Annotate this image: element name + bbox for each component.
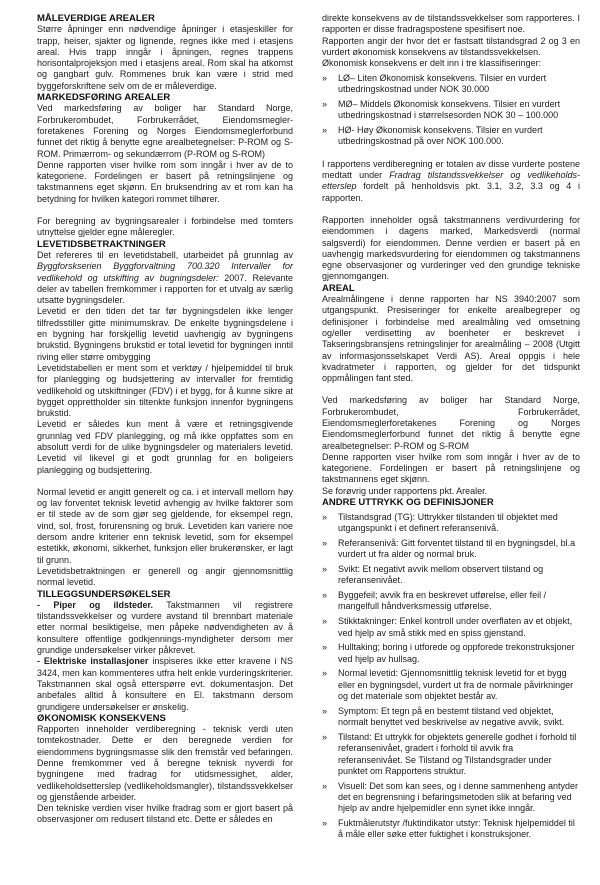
text-run: Takstmannen vil registrere tilstandssvekkelser og vurdere avstand til brennbart materiale etter normal besiktigelse, men påpeke nødvendigheten av å konsultere offentlige godkjennings-myndigheter dersom mer grundige undersøkelser virker påkrevet. <box>37 599 293 656</box>
right-column <box>322 13 580 885</box>
paragraph <box>37 600 293 656</box>
bold-term-elektriske-installasjoner: - Elektriske installasjoner <box>37 656 149 667</box>
list-item <box>322 99 580 122</box>
paragraph: direkte konsekvens av de tilstandssvekkelser som rapporteres. I rapporten er disse fradragspostene spesifisert noe. <box>322 13 580 35</box>
left-column <box>37 13 293 885</box>
paragraph: Den tekniske verdien viser hvilke fradrag som er gjort basert på observasjoner om redusert tilstand etc. Dette er således en <box>37 803 293 825</box>
bold-term-piper-og-ildsteder: - Piper og ildsteder. <box>37 599 154 610</box>
list-item <box>322 818 580 841</box>
list-item <box>322 616 580 639</box>
bullet-marker: » <box>322 668 328 679</box>
list-item <box>322 590 580 613</box>
heading-maleverdige-arealer: MÅLEVERDIGE AREALER <box>37 13 155 24</box>
list-item-text: Stikktakninger: Enkel kontroll under overflaten av et objekt, ved hjelp av små stikk med en spiss gjenstand. <box>338 616 573 638</box>
list-item-text: Byggefeil; avvik fra en beskrevet utførelse, eller feil / mangelfull håndverksmessig utførelse. <box>338 590 547 612</box>
economic-consequence-list <box>322 73 580 148</box>
bullet-marker: » <box>322 99 328 110</box>
list-item <box>322 538 580 561</box>
heading-areal: AREAL <box>322 282 355 294</box>
bullet-marker: » <box>322 564 328 575</box>
bullet-marker: » <box>322 72 328 83</box>
bullet-marker: » <box>322 125 328 136</box>
list-item <box>322 73 580 96</box>
list-item-text: MØ– Middels Økonomisk konsekvens. Tilsier en vurdert utbedringskostnad i størrelsesorden NOK 30 – 100.000 <box>338 99 561 121</box>
heading-andre-uttrykk-og-definisjoner: ANDRE UTTRYKK OG DEFINISJONER <box>322 497 494 509</box>
bullet-marker: » <box>322 537 328 548</box>
list-item <box>322 668 580 702</box>
heading-levetidsbetraktninger: LEVETIDSBETRAKTNINGER <box>37 238 166 250</box>
bullet-marker: » <box>322 616 328 627</box>
list-item <box>322 781 580 815</box>
paragraph: Denne rapporten viser hvilke rom som inngår i hver av de to kategoriene. Fordelingen er basert på retningslinjene og takstmannens eget skjønn. <box>322 451 580 485</box>
text-run: 2007. Relevante deler av tabellen fremkommer i rapporten for et utvalg av særlig utsatte bygningsdeler. <box>37 272 293 306</box>
list-item-text: Hulltaking; boring i utforede og oppforede trekonstruksjoner ved hjelp av hullsag. <box>338 642 575 664</box>
bullet-marker: » <box>322 705 328 716</box>
paragraph: Rapporten angir der hvor det er fastsatt tilstandsgrad 2 og 3 en vurdert økonomisk konsekvens av tilstandssvekkelsen. <box>322 35 580 57</box>
list-item <box>322 732 580 777</box>
paragraph: Normal levetid er angitt generelt og ca. i et intervall mellom høy og lav forventet teknisk levetid avhengig av hvilke faktorer som er til stede av de som gjør seg gjeldende, for eksempel regn, vind, sol, frost, forurensning og bruk. Levetiden kan variere noe dersom andre kriterier enn teknisk levetid, som for eksempel estetikk, økonomi, sikkerhet, funksjon eller brukerønsker, er lagt til grunn. <box>37 486 293 565</box>
heading-okonomisk-konsekvens: ØKONOMISK KONSEKVENS <box>37 712 166 724</box>
list-item-text: Normal levetid: Gjennomsnittlig teknisk levetid for et bygg eller en bygningsdel, vurdert ut fra de normale påvirkninger og det materiale som objektet består av. <box>338 668 574 702</box>
paragraph: Økonomisk konsekvens er delt inn i tre klassifiseringer: <box>322 58 542 69</box>
paragraph: Levetid er således kun ment å være et retningsgivende grunnlag ved FDV planlegging, og må ikke oppfattes som en absolutt verdi for de ulike bygningsdeler og materialers levetid. Levetid vil likevel gi et godt grunnlag for en boligeiers planlegging og budsjettering. <box>37 419 293 475</box>
bullet-marker: » <box>322 590 328 601</box>
text-run: I rapportens verdiberegning er totalen av disse vurderte postene medtatt under <box>322 158 580 181</box>
list-item-text: Svikt: Et negativt avvik mellom observert tilstand og referansenivået. <box>338 564 544 586</box>
paragraph: Større åpninger enn nødvendige åpninger i etasjeskiller for trapp, heiser, sjakter og lignende, regnes ikke med i etasjens areal. Hvis trapp inngår i åpningen, regnes trappens horisontalprojeksjon med i etasjens areal. Rom skal ha atkomst og gangbart gulv. Rommenes bruk kan være i strid med byggeforskriftene selv om de er måleverdige. <box>37 24 293 91</box>
list-item-text: Tilstandsgrad (TG): Uttrykker tilstanden til objektet med utgangspunkt i et definert referansenivå. <box>338 511 558 534</box>
list-item-text: Fuktmålerutstyr /fuktindikator utstyr: Teknisk hjelpemiddel til å måle eller søke etter fuktighet i konstruksjoner. <box>338 818 575 840</box>
bullet-marker: » <box>322 780 328 791</box>
list-item-text: Visuell: Det som kan sees, og i denne sammenheng antyder det en begrensning i befaringsmetoden slik at befaring ved hjelp av andre hjelpemidler enn synet ikke inngår. <box>338 780 578 814</box>
list-item-text: Referansenivå: Gitt forventet tilstand til en bygningsdel, bl.a vurdert ut fra alder og normal bruk. <box>338 537 576 560</box>
list-item-text: LØ– Liten Økonomisk konsekvens. Tilsier en vurdert utbedringskostnad under NOK 30.000 <box>338 72 547 95</box>
paragraph: Rapporten inneholder også takstmannens verdivurdering for eiendommen i dagens marked, Markedsverdi (normal salgsverdi) for eiendommen. Denne verdien er basert på en uavhengig markedsvurdering for eiendommen og takstmannens egne observasjoner og vurderinger ved den grundige tekniske gjennomgangen. <box>322 214 580 282</box>
heading-tilleggsundersokelser: TILLEGGSUNDERSØKELSER <box>37 588 171 600</box>
paragraph <box>322 159 580 204</box>
list-item-text: Tilstand: Et uttrykk for objektets generelle godhet i forhold til referansenivået, gradert i forhold til avvik fra referansenivået. Se Tilstand og Tilstandsgrader under punktet om Rapportens struktur. <box>338 731 577 776</box>
paragraph <box>37 656 293 712</box>
list-item <box>322 125 580 148</box>
paragraph: Ved markedsføring av boliger har Standard Norge, Forbrukerombudet, Forbrukerrådet, Eiendomsmegler-foretakenes Forening og Norges Eiendomsmeglerforbund funnet det riktig å benytte egne arealbetegnelser: P-ROM og S-ROM. Primærrom- og sekundærrom (P-ROM og S-ROM) <box>37 103 293 159</box>
paragraph: Levetidstabellen er ment som et verktøy / hjelpemiddel til bruk for planlegging og budsjettering av intervaller for fremtidig vedlikehold og utskiftninger (FDV) i et bygg, for å kunne sikre at bygget opprettholder sin tiltenkte funksjon innenfor bygningens brukstid. <box>37 362 293 419</box>
paragraph: Rapporten inneholder verdiberegning - teknisk verdi uten tomtekostnader. Dette er den beregnede verdien for eiendommens bygningsmasse slik den fremstår ved befaringen. Denne fremkommer ved å beregne teknisk nyverdi for bygningene med fradrag for utidsmessighet, alder, vedlikeholdsetterslep (vedlikeholdsmangler), tilstandssvekkelser og gjenstående arbeider. <box>37 724 293 802</box>
bullet-marker: » <box>322 511 328 522</box>
bullet-marker: » <box>322 818 328 828</box>
text-run: Det refereres til en levetidstabell, utarbeidet på grunnlag av <box>37 249 293 260</box>
paragraph: Levetid er den tiden det tar før bygningsdelen ikke lenger tilfredsstiller gitte minimumskrav. De enkelte bygningsdelene i en bygning har forskjellig levetid uavhengig av bygningens brukstid. Bygningens brukstid er total levetid for bygningen inntil riving eller større ombygging <box>37 306 293 362</box>
paragraph: Ved markedsføring av boliger har Standard Norge, Forbrukerombudet, Forbrukerrådet, Eiendomsmeglerforetakenes Forening og Norges Eiendomsmeglerforbund funnet det riktig å benytte egne arealbetegnelser: P-ROM og S-ROM <box>322 395 580 451</box>
bullet-marker: » <box>322 642 328 653</box>
paragraph <box>37 250 293 306</box>
list-item-text: Symptom: Et tegn på en bestemt tilstand ved objektet, normalt benyttet ved beskrivelse av negative avvik, svikt. <box>338 705 565 728</box>
list-item <box>322 512 580 535</box>
paragraph: Arealmålingene i denne rapporten har NS 3940:2007 som utgangspunkt. Presiseringer for enkelte arealbegreper og definisjoner i forbindelse med arealmåling ved omsetning og/eller verdisetting av boenheter er beskrevet i Takseringsbransjens retningslinjer for arealmåling – 2008 (Utgitt av informasjonsselskapet Verdi AS). Areal oppgis i hele kvadratmeter i rapporten, og gjelder for det tidspunkt oppmålingen fant sted. <box>322 294 580 384</box>
list-item <box>322 642 580 665</box>
text-run: inspiseres ikke etter kravene i NS 3424, men kan kommenteres utfra helt enkle vurderingskriterier. Takstmannen skal også etterspørre evt. dokumentasjon. Det anbefales alltid å konsultere en El. takstmann dersom grundigere undersøkelser er ønskelig. <box>37 656 293 712</box>
text-run: fordelt på henholdsvis pkt. 3.1, 3.2, 3.3 og 4 i rapporten. <box>322 181 580 203</box>
list-item <box>322 564 580 587</box>
paragraph: Denne rapporten viser hvilke rom som inngår i hver av de to kategoriene. Fordelingen er basert på retningslinjene og takstmannens eget skjønn. En bruksendring av et rom kan ha betydning for hvilken kategori rommet tilhører. <box>37 159 293 204</box>
paragraph: Levetidsbetraktningen er generell og angir gjennomsnittlig normal levetid. <box>37 565 293 588</box>
list-item <box>322 706 580 729</box>
paragraph: Se forøvrig under rapportens pkt. Arealer. <box>322 485 488 496</box>
bullet-marker: » <box>322 731 328 742</box>
italic-term-fradrag: Fradrag tilstandssvekkelser og vedlikeholds-etterslep <box>322 170 580 192</box>
list-item-text: HØ- Høy Økonomisk konsekvens. Tilsier en vurdert utbedringskostnad på over NOK 100.000. <box>338 125 543 147</box>
definitions-list <box>322 512 580 841</box>
italic-reference-title: Byggforskserien Byggforvaltning 700.320 Intervaller for vedlikehold og utskifting av bugningsdeler: <box>37 261 293 283</box>
paragraph: For beregning av bygningsarealer i forbindelse med tomters utnyttelse gjelder egne måleregler. <box>37 216 293 238</box>
heading-markedsforing-arealer: MARKEDSFØRING AREALER <box>37 92 171 104</box>
